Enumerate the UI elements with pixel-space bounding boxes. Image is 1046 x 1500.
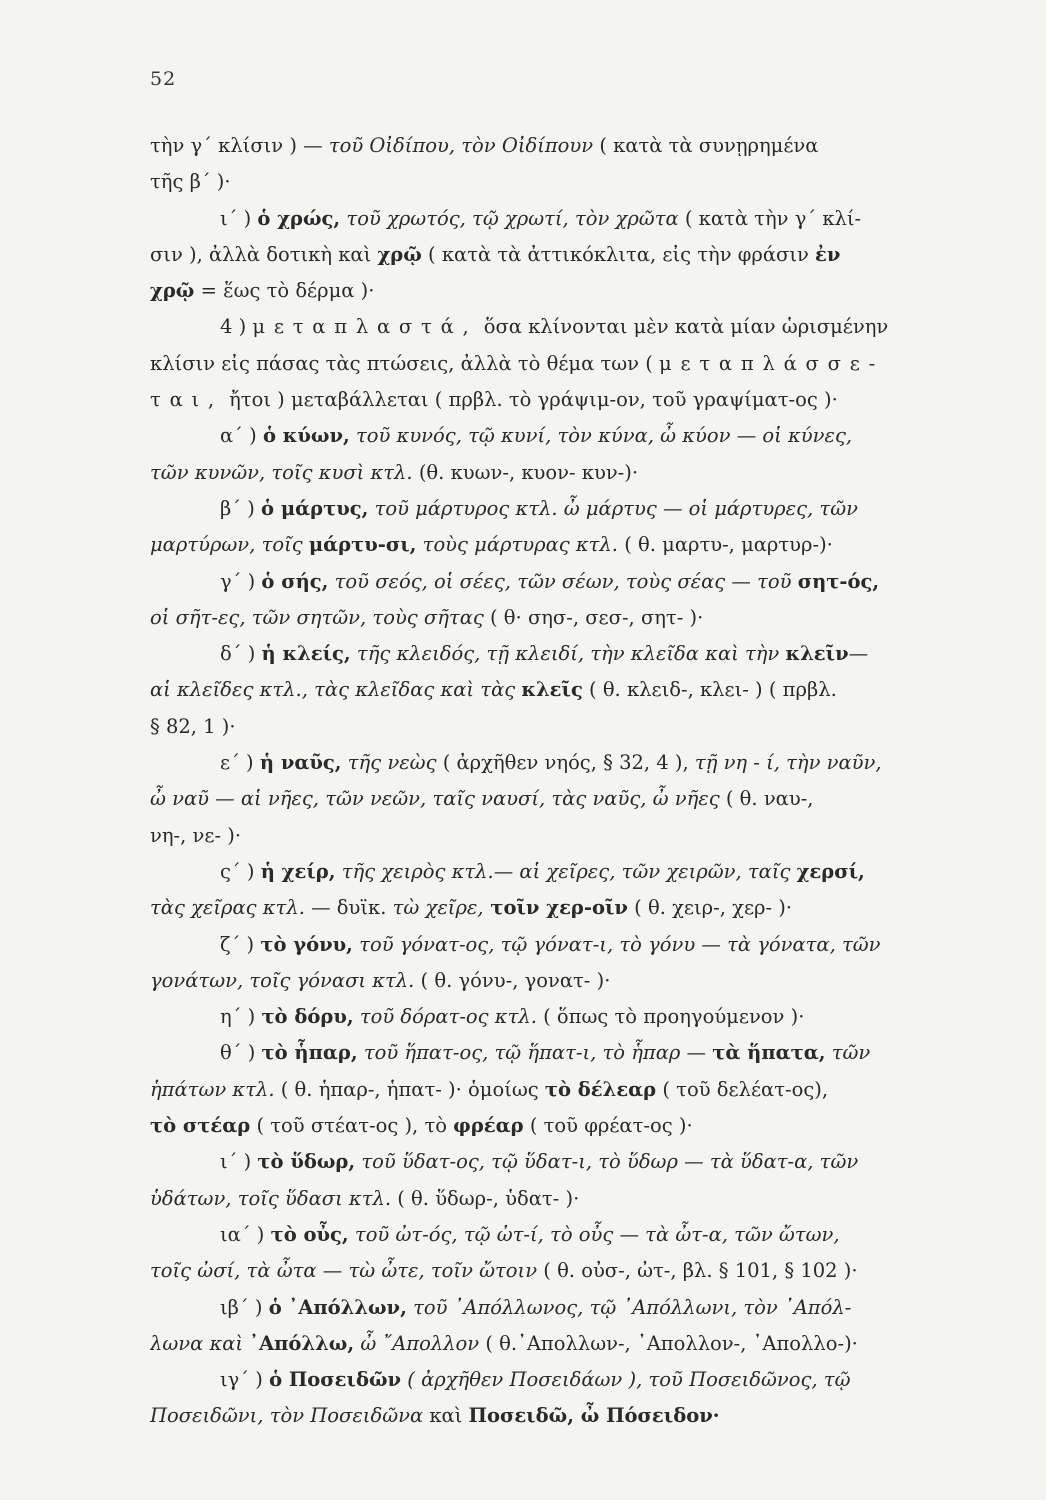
bold-term: χερσί, (796, 859, 865, 883)
text-line (150, 418, 1006, 454)
bold-term: σητ-ός, (797, 569, 880, 593)
text-line (150, 382, 1006, 418)
bold-term: φρέαρ (453, 1114, 524, 1138)
bold-term: Ποσειδῶ, ὦ Πόσειδον· (468, 1404, 720, 1428)
plain-text: τὴν γ΄ κλίσιν ) — (150, 134, 329, 157)
bold-term: τοῖν χερ-οῖν (483, 896, 628, 920)
plain-text: ( θ. οὐσ-, ὠτ-, βλ. § 101, § 102 )· (537, 1259, 858, 1283)
italic-form: τοῦ ἥπατ-ος, τῷ ἥπατ-ι, τὸ ἧπαρ — (357, 1041, 713, 1065)
plain-text: ιβ΄ ) (220, 1295, 269, 1319)
bold-term: χρῷ (377, 242, 422, 266)
italic-form: τοῦ χρωτός, τῷ χρωτί, τὸν χρῶτα (340, 206, 679, 230)
italic-form: οἱ σῆτ-ες, τῶν σητῶν, τοὺς σῆτας (150, 605, 484, 629)
plain-text: — (848, 642, 869, 666)
bold-term: ὁ κύων, (262, 424, 350, 448)
text-line (150, 1290, 1006, 1326)
text-line (150, 600, 1006, 636)
italic-form: ( ἀρχῆθεν Ποσειδάων ), τοῦ Ποσειδῶνος, τῷ (401, 1368, 851, 1392)
plain-text: ( κατὰ τὴν γ΄ κλί- (678, 206, 862, 230)
plain-text: ( θ.᾿Απολλων-, ᾿Απολλον-, ᾿Απολλο-)· (479, 1331, 858, 1355)
plain-text: β΄ ) (220, 496, 262, 520)
plain-text: κλίσιν εἰς πάσας τὰς πτώσεις, ἀλλὰ τὸ θέμα των ( (150, 351, 660, 375)
italic-form: ὦ ῎Απολλον (354, 1331, 480, 1355)
italic-form: τοῖς ὠσί, τὰ ὦτα — τὼ ὦτε, τοῖν ὤτοιν (150, 1259, 538, 1283)
text-line (150, 128, 1006, 164)
text-line (150, 564, 1006, 600)
text-line (150, 1144, 1006, 1180)
bold-term: τὸ οὖς, (270, 1222, 349, 1246)
plain-text: ὅσα κλίνονται μὲν κατὰ μίαν ὡρισμένην (477, 315, 889, 339)
plain-text: ιγ΄ ) (220, 1368, 270, 1392)
italic-form: γονάτων, τοῖς γόνασι κτλ. (150, 968, 415, 992)
plain-text: ( ἀρχῆθεν νηός, § 32, 4 ), (436, 751, 695, 775)
bold-term: ἡ κλείς, (261, 642, 351, 666)
bold-term: μάρτυ-σι, (308, 533, 417, 557)
plain-text: ( θ. μαρτυ-, μαρτυρ-)· (618, 533, 833, 557)
bold-term: τὸ ἧπαρ, (261, 1041, 358, 1065)
bold-term: κλεῖν (785, 642, 849, 666)
plain-text: ἤτοι ) μεταβάλλεται ( πρβλ. τὸ γράψιμ-ον, τοῦ γραψίματ-ος )· (222, 388, 838, 412)
italic-form: ἡπάτων κτλ. (150, 1077, 275, 1101)
text-line (150, 1398, 1006, 1434)
text-line (150, 927, 1006, 963)
italic-form: μαρτύρων, τοῖς (150, 533, 309, 557)
italic-form: τὰς χεῖρας κτλ. (150, 896, 305, 920)
text-line (150, 491, 1006, 527)
plain-text: = ἕως τὸ δέρμα )· (194, 279, 375, 303)
plain-text: — δυϊκ. (304, 896, 393, 920)
plain-text: ( θ. χειρ-, χερ- )· (627, 896, 793, 920)
text-line (150, 164, 1006, 200)
text-line (150, 1072, 1006, 1108)
bold-term: χρῷ (150, 279, 195, 303)
text-line (150, 309, 1006, 345)
bold-term: ὁ σής, (261, 569, 329, 593)
plain-text: ( ὅπως τὸ προηγούμενον )· (536, 1005, 805, 1029)
plain-text: ( θ. ἡπαρ-, ἡπατ- )· ὁμοίως (274, 1077, 545, 1101)
italic-form: τοῦ ᾿Απόλλωνος, τῷ ᾿Απόλλωνι, τὸν ᾿Απόλ- (406, 1295, 852, 1319)
italic-form: τοῦ Οἰδίπου, τὸν Οἰδίπουν (328, 134, 594, 157)
text-line (150, 999, 1006, 1035)
plain-text: ( τοῦ δελέατ-ος), (656, 1077, 829, 1101)
bold-term: τὸ δόρυ, (261, 1005, 354, 1029)
plain-text: καὶ (423, 1404, 469, 1428)
plain-text: νη-, νε- )· (150, 823, 242, 847)
italic-form: τῆς νεὼς (341, 751, 437, 775)
spaced-term: μεταπλαστά, (252, 315, 478, 339)
text-line (150, 636, 1006, 672)
plain-text: τῆς β΄ )· (150, 170, 231, 194)
plain-text: θ΄ ) (220, 1041, 262, 1065)
bold-term: ἡ χείρ, (260, 859, 336, 883)
italic-form: τοῦ ὕδατ-ος, τῷ ὕδατ-ι, τὸ ὕδωρ — τὰ ὕδατ-α, τῶν (355, 1150, 859, 1174)
plain-text: ι΄ ) (220, 1150, 258, 1174)
bold-term: ὁ Ποσειδῶν (269, 1368, 402, 1392)
plain-text: η΄ ) (220, 1005, 262, 1029)
bold-term: ᾿Απόλλω, (249, 1331, 355, 1355)
plain-text: ζ΄ ) (220, 932, 261, 956)
spaced-term: μεταπλάσσε- (659, 351, 884, 375)
text-line (150, 1035, 1006, 1071)
plain-text: 4 ) (220, 315, 253, 339)
text-line (150, 346, 1006, 382)
text-line (150, 818, 1006, 854)
plain-text: ι΄ ) (220, 206, 258, 230)
text-line (150, 781, 1006, 817)
italic-form: τοῦ δόρατ-ος κτλ. (353, 1005, 537, 1029)
text-line (150, 672, 1006, 708)
bold-term: τὰ ἥπατα, (712, 1041, 826, 1065)
plain-text: ς΄ ) (220, 859, 261, 883)
text-line (150, 1326, 1006, 1362)
plain-text: δ΄ ) (220, 642, 262, 666)
italic-form: τοὺς μάρτυρας κτλ. (416, 533, 618, 557)
text-line (150, 1181, 1006, 1217)
italic-form: τοῦ μάρτυρος κτλ. ὦ μάρτυς — οἱ μάρτυρες, τῶν (368, 496, 858, 520)
italic-form: τῆς κλειδός, τῇ κλειδί, τὴν κλεῖδα καὶ τὴν (350, 642, 786, 666)
plain-text: § 82, 1 )· (150, 714, 236, 738)
spaced-term: ται, (150, 388, 223, 412)
bold-term: κλεῖς (521, 678, 583, 702)
italic-form: τοῦ ὠτ-ός, τῷ ὠτ-ί, τὸ οὖς — τὰ ὦτ-α, τῶν ὤτων, (348, 1222, 840, 1246)
plain-text: σιν ), ἀλλὰ δοτικὴ καὶ (150, 242, 378, 266)
plain-text: ( θ. ναυ-, (719, 787, 814, 811)
text-line (150, 854, 1006, 890)
italic-form: τῇ νη - ί, τὴν ναῦν, (694, 751, 882, 775)
plain-text: ( κατὰ τὰ συνῃρημένα (593, 134, 819, 157)
plain-text: ( τοῦ στέατ-ος ), τὸ (250, 1114, 454, 1138)
italic-form: ὑδάτων, τοῖς ὕδασι κτλ. (150, 1186, 392, 1210)
text-line (150, 1108, 1006, 1144)
italic-form: αἱ κλεῖδες κτλ., τὰς κλεῖδας καὶ τὰς (150, 678, 522, 702)
italic-form: Ποσειδῶνι, τὸν Ποσειδῶνα (150, 1404, 424, 1428)
plain-text: ( τοῦ φρέατ-ος )· (523, 1114, 693, 1138)
italic-form: τῆς χειρὸς κτλ.— αἱ χεῖρες, τῶν χειρῶν, ταῖς (335, 859, 797, 883)
plain-text: (θ. κυων-, κυον- κυν-)· (412, 460, 639, 484)
plain-text: ια΄ ) (220, 1222, 271, 1246)
bold-term: τὸ στέαρ (150, 1114, 251, 1138)
plain-text: ε΄ ) (220, 751, 260, 775)
bold-term: τὸ δέλεαρ (544, 1077, 657, 1101)
text-line (150, 237, 1006, 273)
plain-text: ( θ. γόνυ-, γονατ- )· (414, 968, 611, 992)
text-line (150, 455, 1006, 491)
text-line (150, 273, 1006, 309)
plain-text: ( θ. κλειδ-, κλει- ) ( πρβλ. (582, 678, 837, 702)
bold-term: ὁ μάρτυς, (261, 496, 369, 520)
plain-text: ( κατὰ τὰ ἀττικόκλιτα, εἰς τὴν φράσιν (421, 242, 816, 266)
text-line (150, 1362, 1006, 1398)
text-line (150, 1253, 1006, 1289)
text-line (150, 963, 1006, 999)
plain-text: γ΄ ) (220, 569, 262, 593)
italic-form: τοῦ κυνός, τῷ κυνί, τὸν κύνα, ὦ κύον — οἱ κύνες, (349, 424, 853, 448)
italic-form: ὦ ναῦ — αἱ νῆες, τῶν νεῶν, ταῖς ναυσί, τὰς ναῦς, ὦ νῆες (150, 787, 720, 811)
page-number: 52 (150, 68, 177, 90)
plain-text: ( θ· σησ-, σεσ-, σητ- )· (483, 605, 704, 629)
text-line (150, 709, 1006, 745)
text-line (150, 890, 1006, 926)
italic-form: τοῦ σεός, οἱ σέες, τῶν σέων, τοὺς σέας — τοῦ (328, 569, 798, 593)
bold-term: ὁ ᾿Απόλλων, (268, 1295, 407, 1319)
text-line (150, 1217, 1006, 1253)
text-line (150, 527, 1006, 563)
body-text (150, 128, 1006, 1435)
plain-text: α΄ ) (220, 424, 263, 448)
italic-form: λωνα καὶ (150, 1331, 250, 1355)
italic-form: τῶν (825, 1041, 871, 1065)
bold-term: ἡ ναῦς, (259, 751, 342, 775)
bold-term: ὁ χρώς, (257, 206, 341, 230)
bold-term: τὸ ὕδωρ, (257, 1150, 356, 1174)
italic-form: τὼ χεῖρε, (392, 896, 484, 920)
plain-text: ( θ. ὕδωρ-, ὑδατ- )· (391, 1186, 580, 1210)
italic-form: τῶν κυνῶν, τοῖς κυσὶ κτλ. (150, 460, 413, 484)
italic-form: τοῦ γόνατ-ος, τῷ γόνατ-ι, τὸ γόνυ — τὰ γόνατα, τῶν (352, 932, 881, 956)
bold-term: τὸ γόνυ, (260, 932, 353, 956)
text-line (150, 201, 1006, 237)
bold-term: ἐν (815, 242, 841, 266)
text-line (150, 745, 1006, 781)
